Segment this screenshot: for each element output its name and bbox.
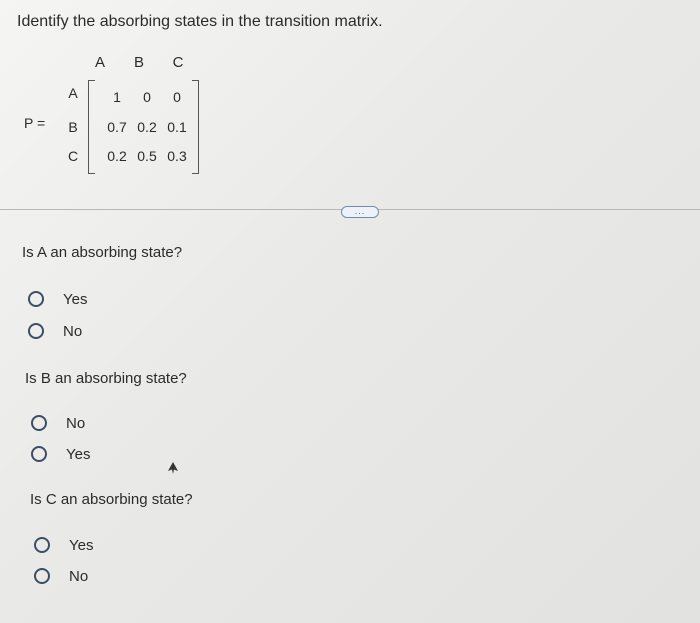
question-b-prompt: Is B an absorbing state? xyxy=(25,370,187,387)
radio-unselected-icon[interactable] xyxy=(28,291,44,307)
more-options-button[interactable]: ... xyxy=(341,206,379,218)
matrix-left-bracket xyxy=(88,80,95,174)
radio-unselected-icon[interactable] xyxy=(34,568,50,584)
option-label: No xyxy=(69,567,89,585)
question-title: Identify the absorbing states in the transition matrix. xyxy=(17,13,383,30)
option-label: No xyxy=(66,414,86,432)
question-c-option-no[interactable] xyxy=(34,566,88,586)
question-a-prompt: Is A an absorbing state? xyxy=(22,244,183,261)
matrix-row-header: A xyxy=(68,85,78,101)
transition-matrix xyxy=(20,52,220,182)
matrix-cell: 0 xyxy=(143,89,151,105)
matrix-column-header: B xyxy=(133,54,144,71)
radio-unselected-icon[interactable] xyxy=(28,323,44,339)
question-b-option-no[interactable] xyxy=(31,413,85,433)
matrix-cell: 0.3 xyxy=(167,148,187,164)
option-label: No xyxy=(63,322,83,340)
question-c-prompt: Is C an absorbing state? xyxy=(30,491,193,508)
radio-unselected-icon[interactable] xyxy=(34,537,50,553)
matrix-label: P = xyxy=(24,115,46,131)
matrix-cell: 0.2 xyxy=(137,119,157,135)
matrix-cell: 0.7 xyxy=(107,119,127,135)
question-a-option-no[interactable] xyxy=(28,321,82,341)
option-label: Yes xyxy=(66,445,91,463)
matrix-column-header: A xyxy=(94,54,105,71)
matrix-cell: 0.5 xyxy=(137,148,157,164)
option-label: Yes xyxy=(63,290,88,308)
matrix-cell: 0 xyxy=(173,89,181,105)
matrix-right-bracket xyxy=(192,80,199,174)
question-c-option-yes[interactable] xyxy=(34,535,93,555)
option-label: Yes xyxy=(69,536,94,554)
radio-unselected-icon[interactable] xyxy=(31,415,47,431)
matrix-row-header: B xyxy=(68,119,78,135)
question-b-option-yes[interactable] xyxy=(31,444,90,464)
radio-unselected-icon[interactable] xyxy=(31,446,47,462)
matrix-cell: 0.1 xyxy=(167,119,187,135)
matrix-cell: 1 xyxy=(113,89,121,105)
matrix-column-header: C xyxy=(172,54,184,71)
matrix-row-header: C xyxy=(67,148,79,164)
matrix-cell: 0.2 xyxy=(107,148,127,164)
mouse-pointer-icon xyxy=(166,461,180,475)
question-a-option-yes[interactable] xyxy=(28,289,87,309)
